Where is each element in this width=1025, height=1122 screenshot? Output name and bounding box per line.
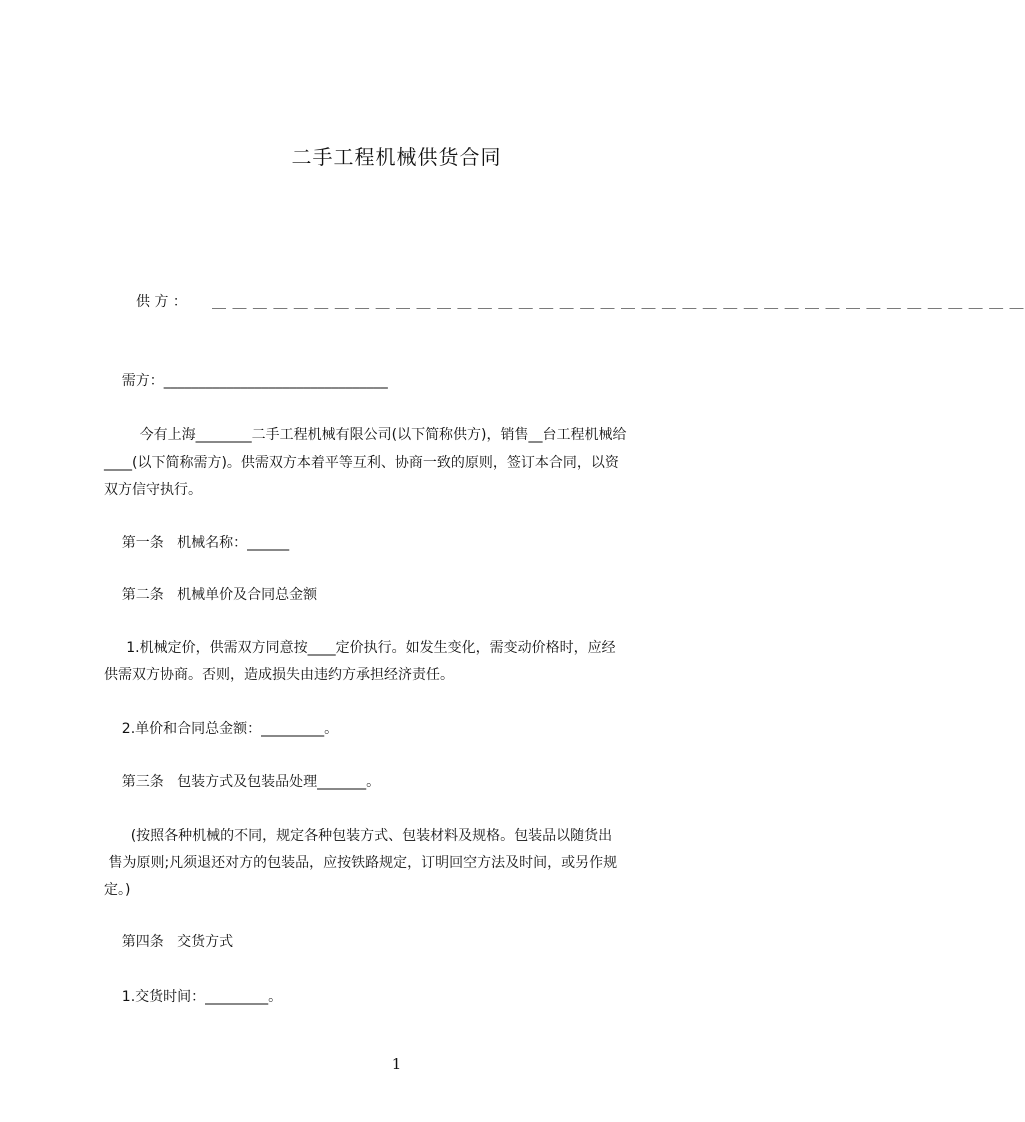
article-3-note-line-3: 定。)	[104, 882, 131, 898]
article-3-note-line-1: (按照各种机械的不同，规定各种包装方式、包装材料及规格。包装品以随货出	[104, 828, 613, 844]
article-1-heading: 第一条 机械名称：______	[104, 535, 290, 551]
article-4-para-1: 1.交货时间：_________。	[104, 989, 283, 1005]
article-4-heading: 第四条 交货方式	[104, 934, 234, 950]
intro-line-3: 双方信守执行。	[104, 482, 202, 498]
buyer-line: 需方：________________________________	[104, 373, 388, 389]
article-3-note-line-2: 售为原则;凡须退还对方的包装品，应按铁路规定，订明回空方法及时间，或另作规	[104, 855, 618, 871]
article-2-para-2: 2.单价和合同总金额：_________。	[104, 721, 339, 737]
article-2-heading: 第二条 机械单价及合同总金额	[104, 587, 318, 603]
supplier-label: 供 方 ：	[136, 294, 187, 310]
intro-line-1: 今有上海________二手工程机械有限公司(以下简称供方)，销售__台工程机械给	[104, 427, 627, 443]
article-2-para-1-line-2: 供需双方协商。否则，造成损失由违约方承担经济责任。	[104, 667, 454, 683]
article-2-para-1-line-1: 1.机械定价，供需双方同意按____定价执行。如发生变化，需变动价格时，应经	[104, 640, 616, 656]
article-3-heading: 第三条 包装方式及包装品处理_______。	[104, 774, 381, 790]
page-number: 1	[391, 1055, 402, 1073]
supplier-blank: ＿ ＿ ＿ ＿ ＿ ＿ ＿ ＿ ＿ ＿ ＿ ＿ ＿ ＿ ＿ ＿ ＿ ＿ ＿ ＿ ＿ ＿ ＿ ＿ ＿ ＿ ＿ ＿ ＿ ＿ ＿ ＿ ＿ ＿ ＿ ＿ ＿ ＿ ＿ ＿	[212, 295, 1025, 311]
page-title: 二手工程机械供货合同	[291, 145, 502, 169]
intro-line-2: ____(以下简称需方)。供需双方本着平等互利、协商一致的原则，签订本合同，以资	[104, 455, 619, 471]
